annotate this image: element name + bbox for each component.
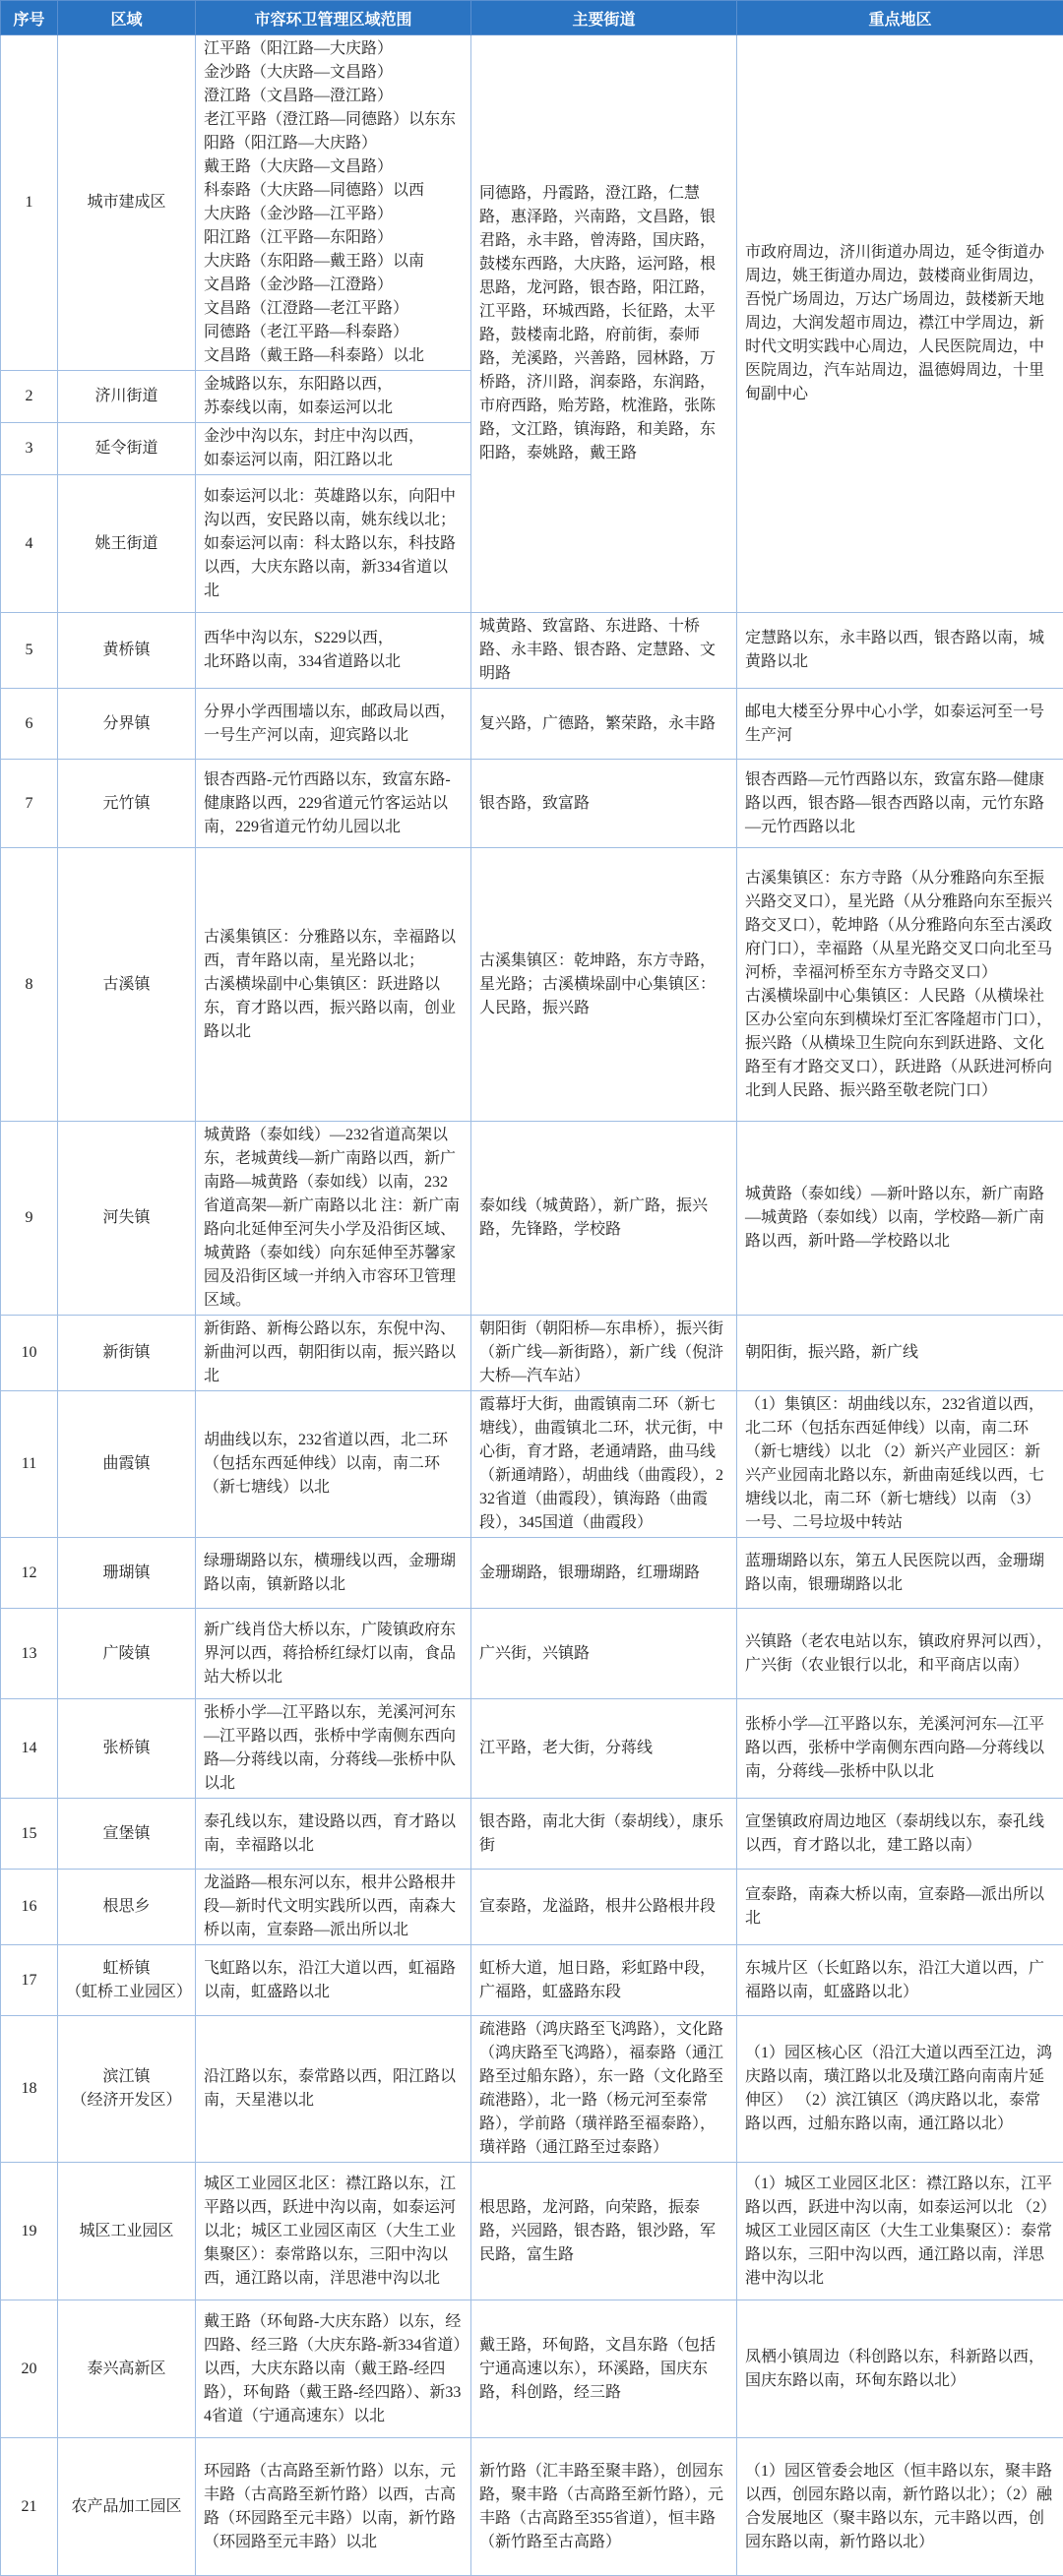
row-range: 城黄路（泰如线）—232省道高架以东，老城黄线—新广南路以西，新广南路—城黄路（泰如线）以南，232省道高架—新广南路以北 注：新广南路向北延伸至河失小学及沿街区域、城黄路（泰如线）向东延伸至苏馨家园及沿街区域一并纳入市容环卫管理区域。	[196, 1122, 471, 1316]
row-area: 元竹镇	[58, 760, 196, 848]
table-row	[1, 1391, 1063, 1538]
row-street: 根思路，龙河路，向荣路，振泰路，兴园路，银杏路，银沙路，军民路，富生路	[471, 2163, 737, 2300]
row-no: 4	[1, 475, 58, 613]
row-key-merged: 市政府周边，济川街道办周边，延令街道办周边，姚王街道办周边，鼓楼商业街周边，吾悦广场周边，万达广场周边，鼓楼新天地周边，大润发超市周边，襟江中学周边，新时代文明实践中心周边，人民医院周边，中医院周边，汽车站周边，温德姆周边，十里甸副中心	[737, 35, 1063, 613]
row-key: 宣泰路，南森大桥以南，宣泰路—派出所以北	[737, 1870, 1063, 1945]
row-street: 银杏路，致富路	[471, 760, 737, 848]
row-street: 霞幕圩大街，曲霞镇南二环（新七塘线），曲霞镇北二环，状元街，中心街，育才路，老通靖路，曲马线（新通靖路），胡曲线（曲霞段），232省道（曲霞段），镇海路（曲霞段），345国道（曲霞段）	[471, 1391, 737, 1538]
row-range: 新街路、新梅公路以东，东倪中沟、新曲河以西，朝阳街以南，振兴路以北	[196, 1316, 471, 1391]
row-no: 9	[1, 1122, 58, 1316]
row-no: 19	[1, 2163, 58, 2300]
row-key: 定慧路以东，永丰路以西，银杏路以南，城黄路以北	[737, 613, 1063, 689]
row-key: （1）城区工业园区北区：襟江路以东，江平路以西，跃进中沟以南，如泰运河以北 （2）城区工业园区南区（大生工业集聚区）：泰常路以东，三阳中沟以西，通江路以南，洋思港中沟以北	[737, 2163, 1063, 2300]
row-no: 18	[1, 2016, 58, 2163]
row-no: 21	[1, 2438, 58, 2576]
table-row	[1, 1609, 1063, 1699]
row-area: 济川街道	[58, 371, 196, 423]
row-no: 13	[1, 1609, 58, 1699]
row-key: 蓝珊瑚路以东，第五人民医院以西，金珊瑚路以南，银珊瑚路以北	[737, 1538, 1063, 1609]
table-row	[1, 1699, 1063, 1799]
row-street-merged: 同德路，丹霞路，澄江路，仁慧路，惠泽路，兴南路，文昌路，银君路，永丰路，曾涛路，国庆路，鼓楼东西路，大庆路，运河路，根思路，龙河路，银杏路，阳江路，江平路，环城西路，长征路，太平路，鼓楼南北路，府前街，泰师路，羌溪路，兴善路，园林路，万桥路，济川路，润泰路，东润路，市府西路，贻芳路，枕淮路，张陈路，文江路，镇海路，和美路，东阳路，泰姚路，戴王路	[471, 35, 737, 613]
row-range: 戴王路（环甸路-大庆东路）以东，经四路、经三路（大庆东路-新334省道）以西，大庆东路以南（戴王路-经四路），环甸路（戴王路-经四路）、新334省道（宁通高速东）以北	[196, 2300, 471, 2438]
row-range: 新广线肖岱大桥以东，广陵镇政府东界河以西，蒋拾桥红绿灯以南，食品站大桥以北	[196, 1609, 471, 1699]
row-area: 黄桥镇	[58, 613, 196, 689]
row-key: 朝阳街，振兴路，新广线	[737, 1316, 1063, 1391]
row-street: 银杏路，南北大街（泰胡线），康乐街	[471, 1799, 737, 1870]
row-area: 珊瑚镇	[58, 1538, 196, 1609]
row-no: 7	[1, 760, 58, 848]
row-street: 江平路，老大街，分蒋线	[471, 1699, 737, 1799]
row-no: 8	[1, 848, 58, 1122]
row-range: 泰孔线以东，建设路以西，育才路以南，幸福路以北	[196, 1799, 471, 1870]
row-street: 泰如线（城黄路），新广路，振兴路，先锋路，学校路	[471, 1122, 737, 1316]
header-street: 主要街道	[471, 1, 737, 35]
row-area: 城区工业园区	[58, 2163, 196, 2300]
row-range: 张桥小学—江平路以东，羌溪河河东—江平路以西，张桥中学南侧东西向路—分蒋线以南，分蒋线—张桥中队以北	[196, 1699, 471, 1799]
row-area: 曲霞镇	[58, 1391, 196, 1538]
row-range: 古溪集镇区：分雅路以东，幸福路以西，青年路以南，星光路以北； 古溪横垛副中心集镇区：跃进路以东，育才路以西，振兴路以南，创业路以北	[196, 848, 471, 1122]
row-area: 古溪镇	[58, 848, 196, 1122]
row-key: （1）集镇区：胡曲线以东，232省道以西，北二环（包括东西延伸线）以南，南二环（新七塘线）以北 （2）新兴产业园区：新兴产业园南北路以东，新曲南延线以西，七塘线以北，南二环（新七塘线）以南 （3）一号、二号垃圾中转站	[737, 1391, 1063, 1538]
row-range: 环园路（古高路至新竹路）以东，元丰路（古高路至新竹路）以西，古高路（环园路至元丰路）以南，新竹路（环园路至元丰路）以北	[196, 2438, 471, 2576]
row-no: 2	[1, 371, 58, 423]
table-row	[1, 1870, 1063, 1945]
row-no: 20	[1, 2300, 58, 2438]
table-row	[1, 2016, 1063, 2163]
row-area: 城市建成区	[58, 35, 196, 371]
row-range: 金沙中沟以东，封庄中沟以西， 如泰运河以南，阳江路以北	[196, 423, 471, 475]
table-row	[1, 2163, 1063, 2300]
row-no: 17	[1, 1945, 58, 2016]
table-row	[1, 689, 1063, 760]
row-no: 1	[1, 35, 58, 371]
row-range: 绿珊瑚路以东，横珊线以西，金珊瑚路以南，镇新路以北	[196, 1538, 471, 1609]
row-street: 复兴路，广德路，繁荣路，永丰路	[471, 689, 737, 760]
row-street: 城黄路、致富路、东进路、十桥路、永丰路、银杏路、定慧路、文明路	[471, 613, 737, 689]
row-range: 胡曲线以东，232省道以西，北二环（包括东西延伸线）以南，南二环（新七塘线）以北	[196, 1391, 471, 1538]
row-street: 广兴街，兴镇路	[471, 1609, 737, 1699]
table-row	[1, 1945, 1063, 2016]
row-area: 泰兴高新区	[58, 2300, 196, 2438]
table-row	[1, 2300, 1063, 2438]
row-key: 宣堡镇政府周边地区（泰胡线以东，泰孔线以西，育才路以北，建工路以南）	[737, 1799, 1063, 1870]
row-range: 城区工业园区北区：襟江路以东，江平路以西，跃进中沟以南，如泰运河以北；城区工业园区南区（大生工业集聚区）：泰常路以东，三阳中沟以西，通江路以南，洋思港中沟以北	[196, 2163, 471, 2300]
row-area: 宣堡镇	[58, 1799, 196, 1870]
row-key: （1）园区管委会地区（恒丰路以东，聚丰路以西，创园东路以南，新竹路以北）；（2）融合发展地区（聚丰路以东，元丰路以西，创园东路以南，新竹路以北）	[737, 2438, 1063, 2576]
row-area: 延令街道	[58, 423, 196, 475]
row-street: 虹桥大道，旭日路，彩虹路中段，广福路，虹盛路东段	[471, 1945, 737, 2016]
row-area: 分界镇	[58, 689, 196, 760]
table-row	[1, 760, 1063, 848]
table-row	[1, 1122, 1063, 1316]
row-area: 虹桥镇 （虹桥工业园区）	[58, 1945, 196, 2016]
row-range: 飞虹路以东，沿江大道以西，虹福路以南，虹盛路以北	[196, 1945, 471, 2016]
row-key: 古溪集镇区：东方寺路（从分雅路向东至振兴路交叉口），星光路（从分雅路向东至振兴路交叉口），乾坤路（从分雅路向东至古溪政府门口），幸福路（从星光路交叉口向北至马河桥，幸福河桥至东方寺路交叉口） 古溪横垛副中心集镇区：人民路（从横垛社区办公室向东到横垛灯至汇客隆超市门口），振兴路（从横垛卫生院向东到跃进路、文化路至有才路交叉口），跃进路（从跃进河桥向北到人民路、振兴路至敬老院门口）	[737, 848, 1063, 1122]
row-no: 14	[1, 1699, 58, 1799]
row-street: 戴王路，环甸路，文昌东路（包括宁通高速以东），环溪路，国庆东路，科创路，经三路	[471, 2300, 737, 2438]
row-no: 16	[1, 1870, 58, 1945]
row-street: 金珊瑚路，银珊瑚路，红珊瑚路	[471, 1538, 737, 1609]
table-row	[1, 35, 1063, 371]
row-street: 朝阳街（朝阳桥—东串桥），振兴街（新广线—新街路），新广线（倪浒大桥—汽车站）	[471, 1316, 737, 1391]
row-key: （1）园区核心区（沿江大道以西至江边，鸿庆路以南，璜江路以北及璜江路向南南片延伸区） （2）滨江镇区（鸿庆路以北，泰常路以西，过船东路以南，通江路以北）	[737, 2016, 1063, 2163]
row-area: 农产品加工园区	[58, 2438, 196, 2576]
table-row	[1, 613, 1063, 689]
row-no: 5	[1, 613, 58, 689]
row-no: 15	[1, 1799, 58, 1870]
row-area: 河失镇	[58, 1122, 196, 1316]
row-key: 邮电大楼至分界中心小学，如泰运河至一号生产河	[737, 689, 1063, 760]
row-area: 张桥镇	[58, 1699, 196, 1799]
table-header-row	[1, 1, 1063, 35]
row-range: 如泰运河以北：英雄路以东，向阳中沟以西，安民路以南，姚东线以北；如泰运河以南：科太路以东，科技路以西，大庆东路以南，新334省道以北	[196, 475, 471, 613]
row-no: 3	[1, 423, 58, 475]
row-street: 古溪集镇区：乾坤路，东方寺路，星光路；古溪横垛副中心集镇区：人民路，振兴路	[471, 848, 737, 1122]
row-area: 姚王街道	[58, 475, 196, 613]
row-key: 张桥小学—江平路以东，羌溪河河东—江平路以西，张桥中学南侧东西向路—分蒋线以南，分蒋线—张桥中队以北	[737, 1699, 1063, 1799]
row-range: 江平路（阳江路—大庆路） 金沙路（大庆路—文昌路） 澄江路（文昌路—澄江路） 老江平路（澄江路—同德路）以东东阳路（阳江路—大庆路） 戴王路（大庆路—文昌路） 科泰路（大庆路—同德路）以西 大庆路（金沙路—江平路） 阳江路（江平路—东阳路） 大庆路（东阳路—戴王路）以南 文昌路（金沙路—江澄路） 文昌路（江澄路—老江平路） 同德路（老江平路—科泰路） 文昌路（戴王路—科泰路）以北	[196, 35, 471, 371]
row-area: 根思乡	[58, 1870, 196, 1945]
row-street: 疏港路（鸿庆路至飞鸿路），文化路（鸿庆路至飞鸿路），福泰路（通江路至过船东路），东一路（文化路至疏港路），北一路（杨元河至泰常路），学前路（璜祥路至福泰路），璜祥路（通江路至过泰路）	[471, 2016, 737, 2163]
row-range: 金城路以东，东阳路以西， 苏泰线以南，如泰运河以北	[196, 371, 471, 423]
header-range: 市容环卫管理区域范围	[196, 1, 471, 35]
row-key: 东城片区（长虹路以东，沿江大道以西，广福路以南，虹盛路以北）	[737, 1945, 1063, 2016]
row-street: 新竹路（汇丰路至聚丰路），创园东路，聚丰路（古高路至新竹路），元丰路（古高路至355省道），恒丰路（新竹路至古高路）	[471, 2438, 737, 2576]
header-key: 重点地区	[737, 1, 1063, 35]
row-range: 龙溢路—根东河以东，根井公路根井段—新时代文明实践所以西，南森大桥以南，宣泰路—派出所以北	[196, 1870, 471, 1945]
row-key: 城黄路（泰如线）—新叶路以东，新广南路—城黄路（泰如线）以南，学校路—新广南路以西，新叶路—学校路以北	[737, 1122, 1063, 1316]
row-no: 11	[1, 1391, 58, 1538]
row-range: 银杏西路-元竹西路以东，致富东路-健康路以西，229省道元竹客运站以南，229省道元竹幼儿园以北	[196, 760, 471, 848]
header-no: 序号	[1, 1, 58, 35]
row-no: 6	[1, 689, 58, 760]
row-key: 兴镇路（老农电站以东，镇政府界河以西），广兴街（农业银行以北，和平商店以南）	[737, 1609, 1063, 1699]
row-range: 西华中沟以东，S229以西， 北环路以南，334省道路以北	[196, 613, 471, 689]
table-row	[1, 2438, 1063, 2576]
row-street: 宣泰路，龙溢路，根井公路根井段	[471, 1870, 737, 1945]
row-key: 凤栖小镇周边（科创路以东，科新路以西，国庆东路以南，环甸东路以北）	[737, 2300, 1063, 2438]
row-area: 新街镇	[58, 1316, 196, 1391]
row-range: 沿江路以东，泰常路以西，阳江路以南，天星港以北	[196, 2016, 471, 2163]
table-row	[1, 848, 1063, 1122]
row-no: 12	[1, 1538, 58, 1609]
table-row	[1, 1538, 1063, 1609]
header-area: 区域	[58, 1, 196, 35]
row-key: 银杏西路—元竹西路以东，致富东路—健康路以西，银杏路—银杏西路以南，元竹东路—元竹西路以北	[737, 760, 1063, 848]
row-area: 滨江镇 （经济开发区）	[58, 2016, 196, 2163]
table-row	[1, 1316, 1063, 1391]
table-row	[1, 1799, 1063, 1870]
row-area: 广陵镇	[58, 1609, 196, 1699]
row-no: 10	[1, 1316, 58, 1391]
row-range: 分界小学西围墙以东，邮政局以西，一号生产河以南，迎宾路以北	[196, 689, 471, 760]
